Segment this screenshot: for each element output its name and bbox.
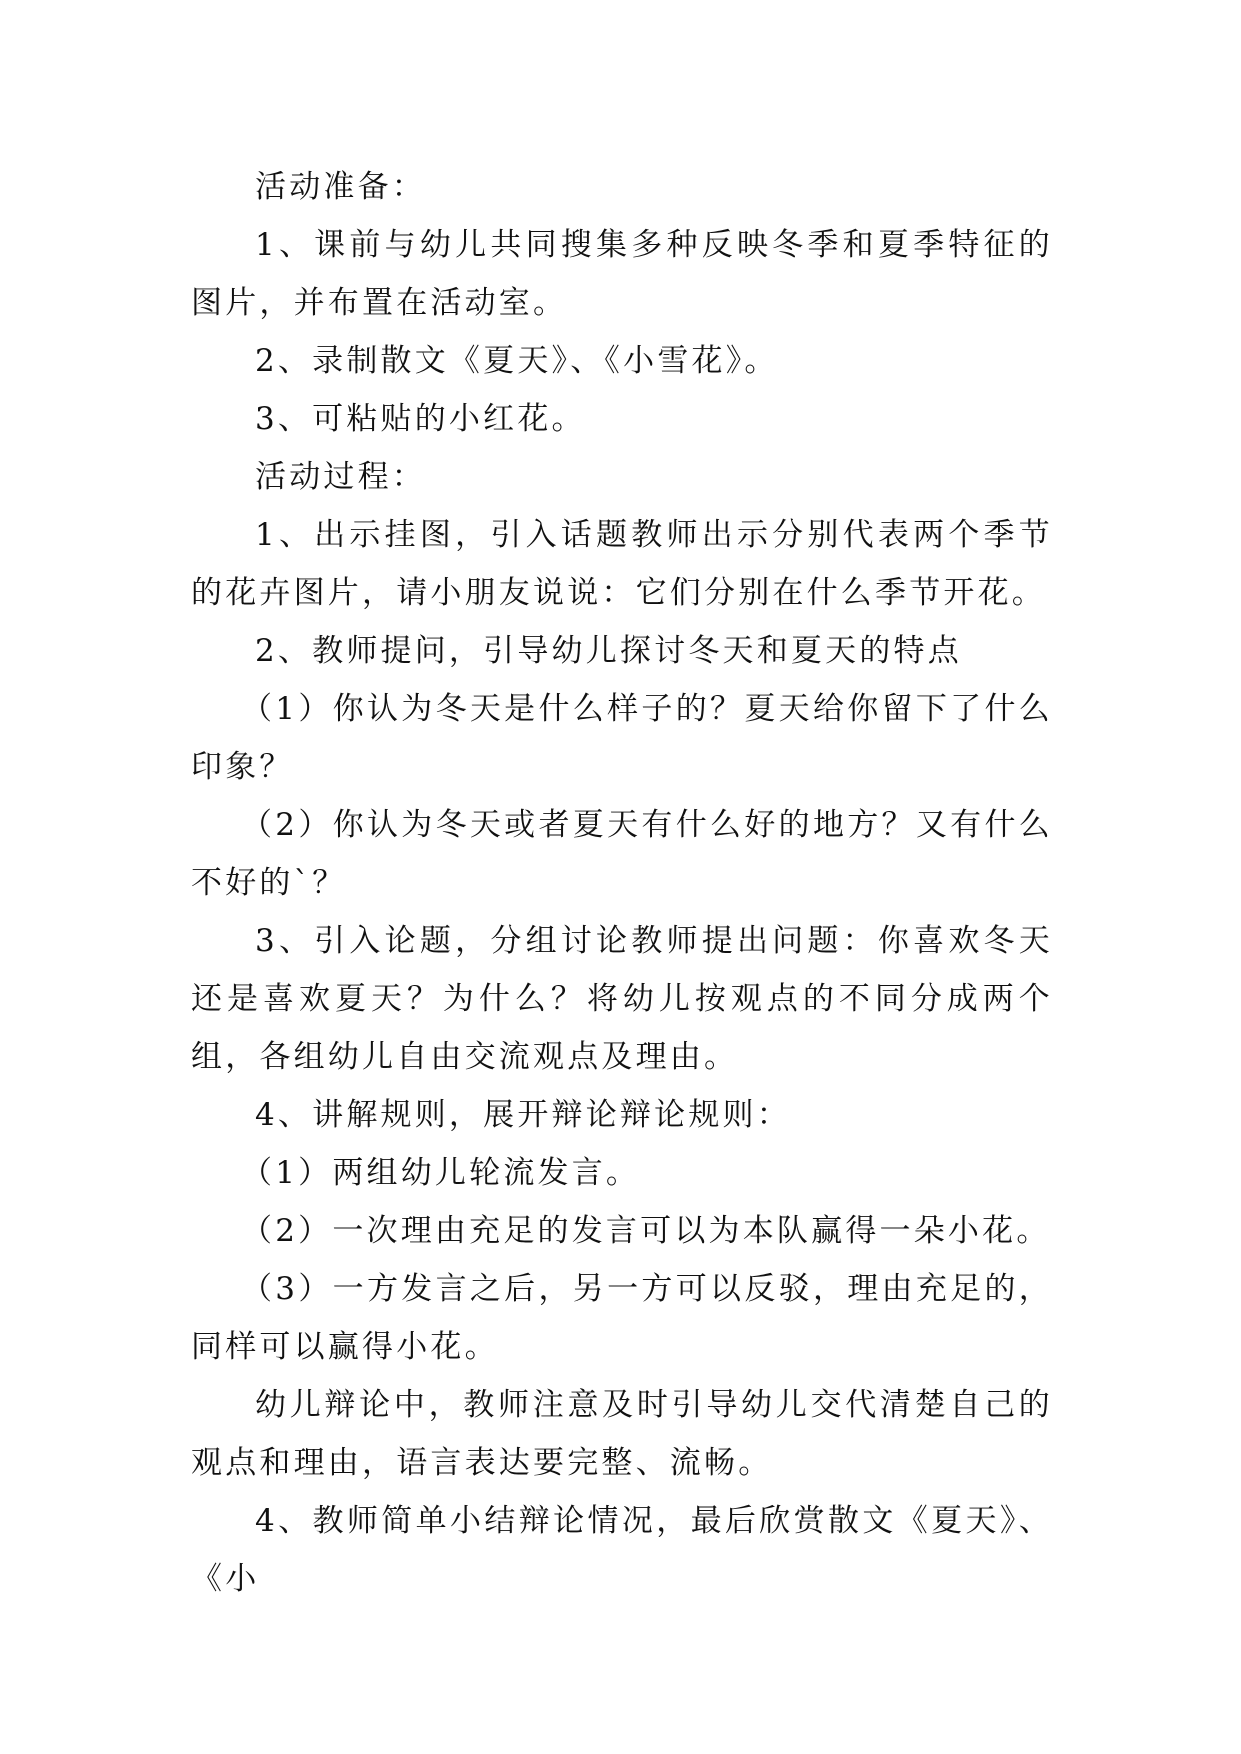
document-page bbox=[191, 158, 1053, 1608]
debate-rule-2: （2）一次理由充足的发言可以为本队赢得一朵小花。 bbox=[241, 1213, 1051, 1249]
process-step-1: 1、出示挂图，引入话题教师出示分别代表两个季节的花卉图片，请小朋友说说：它们分别在什么季节开花。 bbox=[191, 517, 1053, 611]
debate-rule-1: （1）两组幼儿轮流发言。 bbox=[241, 1155, 641, 1191]
process-step-2: 2、教师提问，引导幼儿探讨冬天和夏天的特点 bbox=[255, 633, 962, 669]
preparation-item-2: 2、录制散文《夏天》、《小雪花》。 bbox=[255, 343, 779, 379]
process-step-4: 4、讲解规则，展开辩论辩论规则： bbox=[255, 1097, 791, 1133]
debate-guidance: 幼儿辩论中，教师注意及时引导幼儿交代清楚自己的观点和理由，语言表达要完整、流畅。 bbox=[191, 1387, 1053, 1481]
preparation-item-1: 1、课前与幼儿共同搜集多种反映冬季和夏季特征的图片，并布置在活动室。 bbox=[191, 227, 1053, 321]
debate-rule-3: （3）一方发言之后，另一方可以反驳，理由充足的，同样可以赢得小花。 bbox=[191, 1271, 1053, 1365]
heading-activity-process: 活动过程： bbox=[255, 459, 426, 495]
process-step-2-question-1: （1）你认为冬天是什么样子的？夏天给你留下了什么印象？ bbox=[191, 691, 1053, 785]
heading-activity-preparation: 活动准备： bbox=[255, 169, 426, 205]
process-step-2-question-2: （2）你认为冬天或者夏天有什么好的地方？又有什么不好的`？ bbox=[191, 807, 1053, 901]
process-step-3: 3、引入论题，分组讨论教师提出问题：你喜欢冬天还是喜欢夏天？为什么？将幼儿按观点的不同分成两个组，各组幼儿自由交流观点及理由。 bbox=[191, 923, 1053, 1075]
preparation-item-3: 3、可粘贴的小红花。 bbox=[255, 401, 586, 437]
process-step-4-summary: 4、教师简单小结辩论情况，最后欣赏散文《夏天》、《小 bbox=[191, 1503, 1053, 1597]
